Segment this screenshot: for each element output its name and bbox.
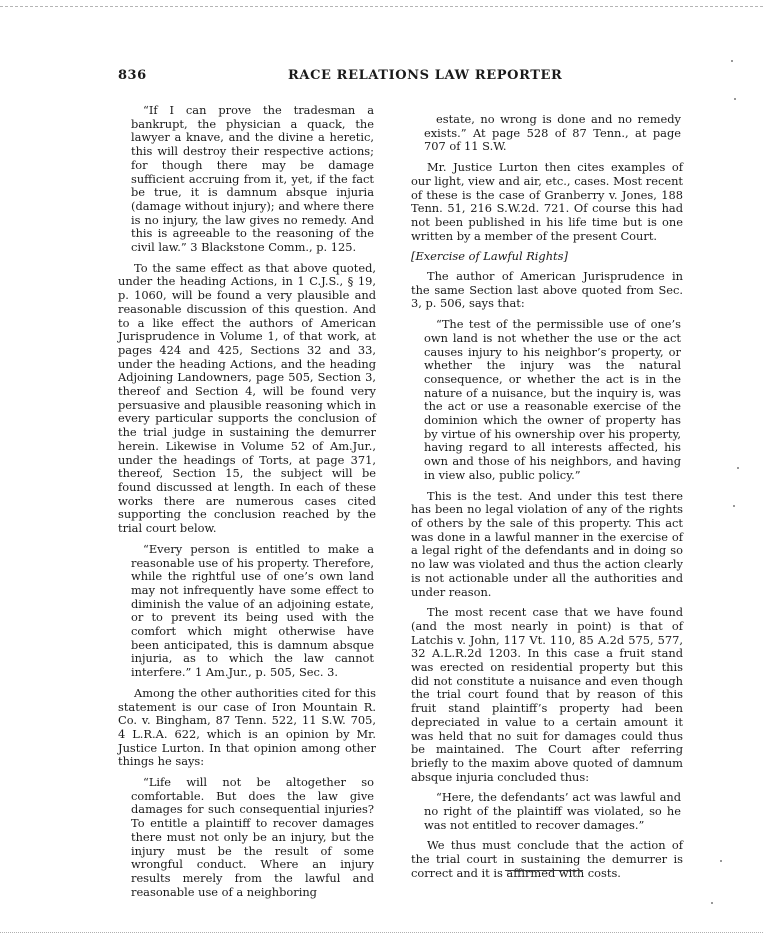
scan-speck: [733, 505, 735, 507]
lurton-quote-continued: estate, no wrong is done and no remedy exists.” At page 528 of 87 Tenn., at page 707 of 11 S.W.: [424, 112, 681, 154]
scan-speck: [737, 467, 739, 469]
scan-speck: [720, 860, 722, 862]
page-header: [118, 68, 688, 88]
scan-speck: [731, 60, 733, 62]
amjur-quote: “Every person is entitled to make a reasonable use of his property. Therefore, while the rightful use of one’s own land may not infrequently have some effect to diminish the value of an adjoining estate, or to prevent its being used with the comfort which might otherwise have been anticipated, this is damnum absque injuria, as to which the law cannot interfere.” 1 Am.Jur., p. 505, Sec. 3.: [131, 541, 374, 680]
authorities-paragraph: To the same effect as that above quoted, under the heading Actions, in 1 C.J.S., § 19, p. 1060, will be found a very plausible and reasonable discussion of this question. And to a like effect the authors of American Jurisprudence in Volume 1, of that work, at pages 424 and 425, Sections 32 and 33, under the heading Actions, and the heading Adjoining Landowners, page 505, Section 3, thereof and Section 4, will be found very persuasive and plausible reasoning which in every particular supports the conclusion of the trial judge in sustaining the demurrer herein. Likewise in Volume 52 of Am.Jur., under the headings of Torts, at page 371, thereof, Section 15, the subject will be found discussed at length. In each of these works there are numerous cases cited supporting the conclusion reached by the trial court below.: [118, 260, 376, 536]
amjur-intro-paragraph: The author of American Jurisprudence in the same Section last above quoted from Sec. 3, p. 506, says that:: [411, 269, 683, 311]
end-rule: [505, 870, 583, 871]
scan-top-edge: [0, 6, 763, 7]
blackstone-quote: “If I can prove the tradesman a bankrupt, the physician a quack, the lawyer a knave, and the divine a heretic, this will destroy their respective actions; for though there may be damage sufficient accruing from it, yet, if the fact be true, it is damnum absque injuria (damage without injury); and where there is no injury, the law gives no remedy. And this is agreeable to the reasoning of the civil law.” 3 Blackstone Comm., p. 125.: [131, 103, 374, 255]
permissible-use-quote: “The test of the permissible use of one’s own land is not whether the use or the act causes injury to his neighbor’s property, or whether the injury was the natural consequence, or whether the act is in the nature of a nuisance, but the inquiry is, was the act or use a reasonable exercise of the dominion which the owner of property has by virtue of his ownership over his property, having regard to all interests affected, his own and those of his neighbors, and having in view also, public policy.”: [424, 317, 681, 482]
section-heading: [Exercise of Lawful Rights]: [411, 249, 568, 264]
page-number: 836: [118, 68, 147, 83]
scan-speck: [711, 902, 713, 904]
left-column: [118, 104, 376, 906]
iron-mountain-paragraph: Among the other authorities cited for this statement is our case of Iron Mountain R. Co. v. Bingham, 87 Tenn. 522, 11 S.W. 705, 4 L.R.A. 622, which is an opinion by Mr. Justice Lurton. In that opinion among other things he says:: [118, 685, 376, 769]
granberry-paragraph: Mr. Justice Lurton then cites examples of our light, view and air, etc., cases. Most recent of these is the case of Granberry v. Jones, 188 Tenn. 51, 216 S.W.2d. 721. Of course this had not been published in his life time but is one written by a member of the present Court.: [411, 160, 683, 243]
scan-bottom-edge: [0, 932, 763, 933]
conclusion-paragraph: We thus must conclude that the action of the trial court in sustaining the demurrer is correct and it is affirmed with costs.: [411, 838, 683, 880]
lurton-quote: “Life will not be altogether so comfortable. But does the law give damages for such consequential injuries? To entitle a plaintiff to recover damages there must not only be an injury, but the injury must be the result of some wrongful conduct. Where an injury results merely from the lawful and reasonable use of a neighboring: [131, 775, 374, 899]
latchis-quote: “Here, the defendants’ act was lawful and no right of the plaintiff was violated, so he was not entitled to recover damages.”: [424, 790, 681, 832]
right-column: [411, 113, 683, 888]
running-head: RACE RELATIONS LAW REPORTER: [288, 68, 563, 83]
test-paragraph: This is the test. And under this test there has been no legal violation of any of the rights of others by the sale of this property. This act was done in a lawful manner in the exercise of a legal right of the defendants and in doing so no law was violated and thus the action clearly is not actionable under all the authorities and under reason.: [411, 488, 683, 599]
scan-speck: [734, 98, 736, 100]
latchis-paragraph: The most recent case that we have found (and the most nearly in point) is that of Latchis v. John, 117 Vt. 110, 85 A.2d 575, 577, 32 A.L.R.2d 1203. In this case a fruit stand was erected on residential property but this did not constitute a nuisance and even though the trial court found that by reason of this fruit stand plaintiff’s property had been depreciated in value to a certain amount it was held that no suit for damages could thus be maintained. The Court after referring briefly to the maxim above quoted of damnum absque injuria concluded thus:: [411, 605, 683, 784]
